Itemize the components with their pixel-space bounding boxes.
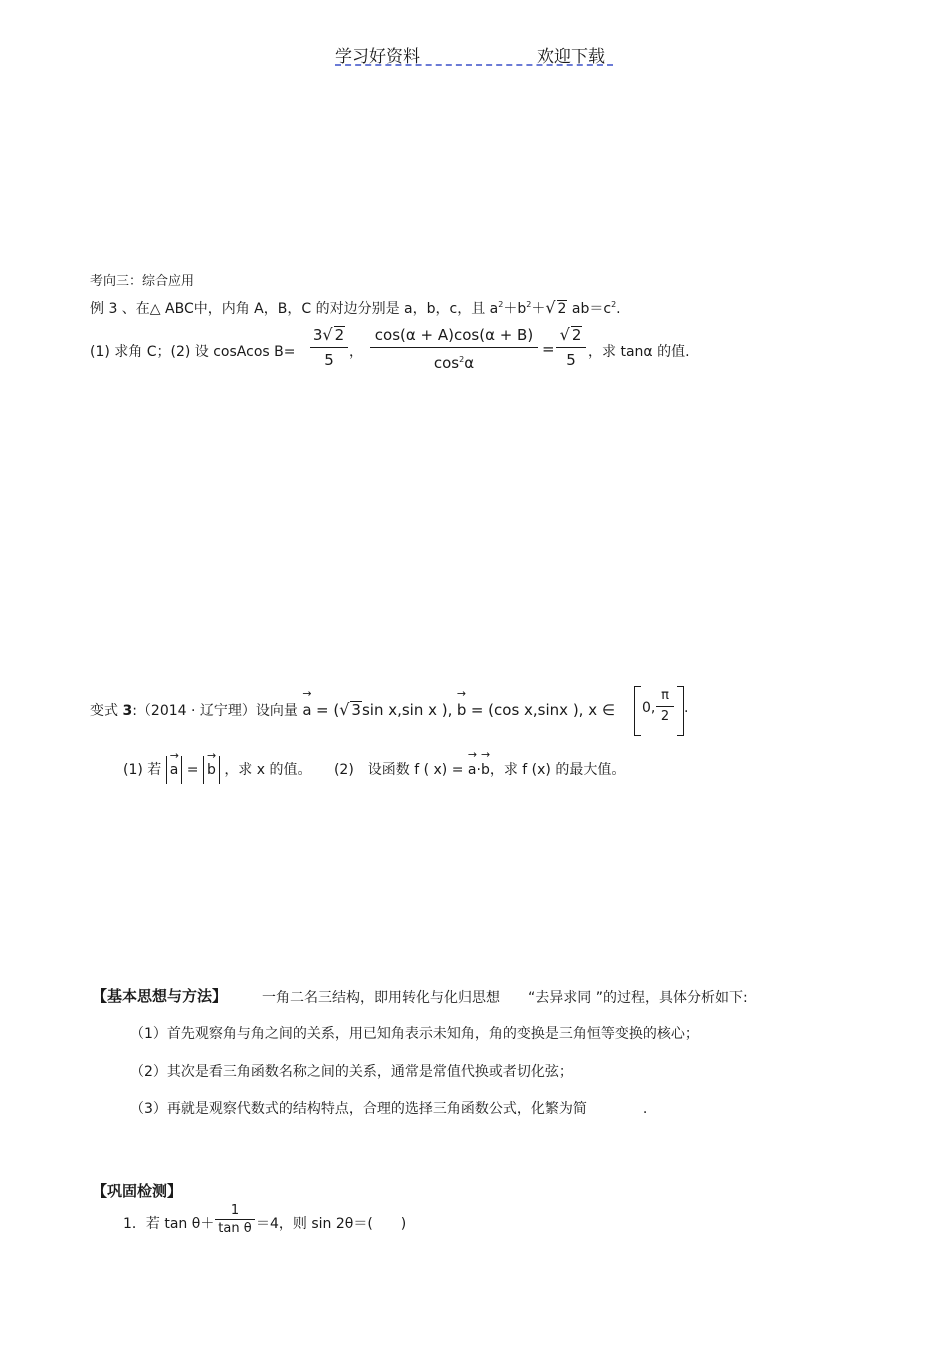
vector-b: → b [457,701,467,719]
methods-item-3: （3）再就是观察代数式的结构特点，合理的选择三角函数公式，化繁为简 . [130,1101,648,1117]
interval-bracket-left [634,686,641,736]
methods-title: 【基本思想与方法】 [92,987,228,1005]
example3-line1-prefix: 例 3 、在△ ABC中，内角 A，B，C 的对边分别是 a，b，c，且 a [90,301,499,317]
fraction-1-over-tan: 1 tan θ [215,1203,255,1236]
fraction-pi-over-2: π 2 [656,688,674,725]
example3-part-suffix: ，求 tanα 的值. [588,344,690,360]
interval-start: 0, [642,700,656,716]
variant-number: 3 [122,703,133,719]
section-title: 考向三：综合应用 [90,274,195,289]
fraction-3sqrt2-over-5: 3√ 2 5 [310,325,348,370]
header-left: 学习好资料 [335,47,420,67]
equals-sign: = [542,340,555,358]
check-q1-prefix: 1．若 tan θ＋ [123,1216,215,1232]
vector-a: → a [302,701,311,719]
header-divider [335,64,613,66]
check-q1-suffix: ＝4，则 sin 2θ＝( ) [256,1216,407,1232]
methods-item-1: （1）首先观察角与角之间的关系，用已知角表示未知角，角的变换是三角恒等变换的核心； [130,1026,699,1042]
methods-item-2: （2）其次是看三角函数名称之间的关系，通常是常值代换或者切化弦； [130,1064,573,1080]
example3-part-prefix: (1) 求角 C；(2) 设 cosAcos B= [90,344,296,360]
variant-label: 变式 [90,703,118,719]
fraction-sqrt2-over-5: √ 2 5 [556,325,586,370]
check-title: 【巩固检测】 [92,1182,183,1200]
methods-intro: 一角二名三结构，即用转化与化归思想 “去异求同 ”的过程，具体分析如下: [262,990,748,1006]
variant3-questions: (1) 若 → a = → b ，求 x 的值。 (2) 设函数 f ( x) = → a·→ b，求 f (x) 的最大值。 [123,756,625,784]
period: . [684,700,689,716]
fraction-cos-product: cos(α + A)cos(α + B) $\cos^2\alpha$ [370,325,538,373]
variant3-line: 变式 3:（2014 · 辽宁理）设向量 → a = (√ 3sin x,sin x ), → b = (cos x,sinx ), x ∈ [90,700,615,720]
example3-line1: 例 3 、在△ ABC中，内角 A，B，C 的对边分别是 a，b，c，且 $a^2+b^2+√$ 2 $ab=c^2$. [90,298,621,317]
comma: ， [349,344,363,360]
interval-bracket-right [677,686,684,736]
header-right: 欢迎下载 [537,47,605,67]
